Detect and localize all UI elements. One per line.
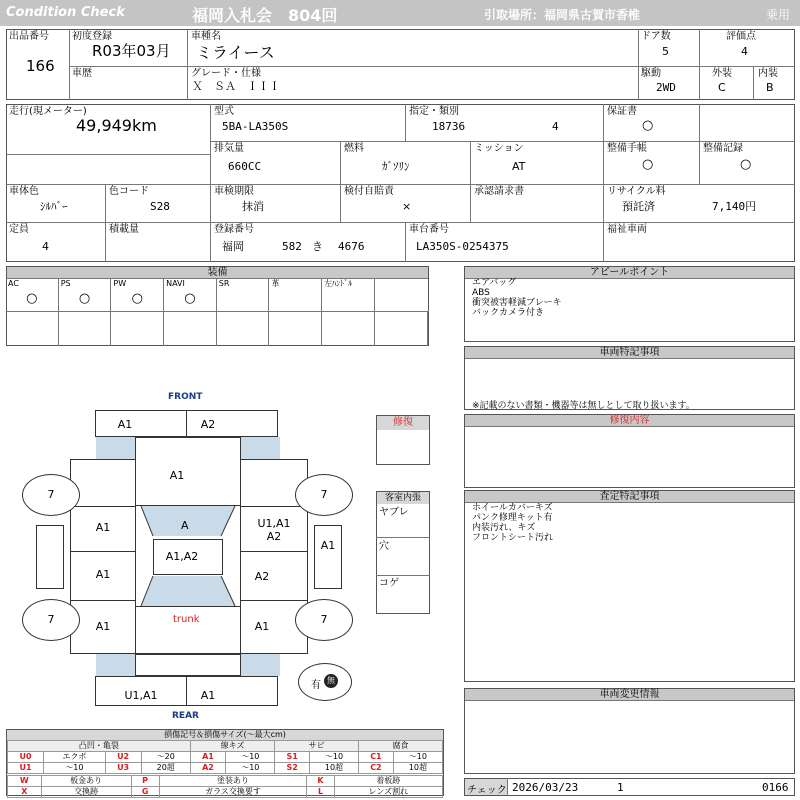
appeal-line: ABS: [472, 288, 490, 298]
right-rear-quarter[interactable]: A1: [240, 600, 308, 654]
reg-class: 582: [282, 240, 302, 253]
interior-label: 内装: [758, 68, 778, 79]
roof[interactable]: A1,A2: [153, 539, 223, 575]
recycle-label: リサイクル料: [607, 186, 666, 197]
front-label: FRONT: [168, 392, 203, 402]
inspector-line: パンク修理キット有: [472, 513, 553, 523]
color-label: 車体色: [9, 186, 39, 197]
rear-label: REAR: [172, 711, 199, 721]
equipment-blank-cell: [111, 311, 164, 346]
maint-book: ○: [642, 157, 654, 172]
type: 5BA-LA350S: [222, 120, 289, 133]
model-name-label: 車種名: [191, 31, 221, 42]
reg-area: 福岡: [222, 240, 244, 253]
appeal-line: 衝突被害軽減ブレーキ: [472, 298, 562, 308]
legend-cell: C2: [359, 763, 394, 774]
equipment-item: [270, 278, 323, 311]
appeal-title: アピールポイント: [465, 267, 794, 279]
legend-cell: エクボ: [44, 752, 105, 763]
equipment-item-label: 革: [271, 279, 280, 288]
drive-label: 駆動: [641, 68, 661, 79]
category-label: 乗用: [766, 8, 791, 22]
equipment-item-value: ○: [26, 291, 38, 306]
equipment-item-label: NAVI: [166, 279, 185, 288]
legend-cell: ～10: [393, 752, 442, 763]
inspection-label: 車検期限: [214, 186, 254, 197]
spare-status: 有: [311, 680, 321, 691]
legend-cell: ～20: [141, 752, 190, 763]
left-front-door[interactable]: A1: [70, 506, 136, 552]
legend-cell: レンズ割れ: [334, 787, 442, 798]
chassis-label: 車台番号: [409, 224, 449, 235]
exterior-label: 外装: [712, 68, 732, 79]
inspector-title: 査定特記事項: [465, 491, 794, 503]
taillight-left: [96, 654, 135, 676]
check-count: 1: [617, 781, 624, 794]
legend-cell: K: [307, 776, 334, 787]
legend-cell: S1: [275, 752, 310, 763]
left-rear-door[interactable]: A1: [70, 551, 136, 601]
equipment-item-label: 左ﾊﾝﾄﾞﾙ: [324, 279, 353, 288]
cabin-hole: 穴: [379, 541, 389, 552]
legend-cell: X: [8, 787, 42, 798]
pickup-location: 引取場所：福岡県古賀市香椎: [484, 8, 641, 22]
load-label: 積載量: [109, 224, 139, 235]
maint-book-label: 整備手帳: [607, 143, 647, 154]
color: ｼﾙﾊﾞｰ: [40, 200, 68, 213]
equipment-blank-cell: [59, 311, 112, 346]
first-reg: R03年03月: [92, 42, 171, 60]
legend-cell: P: [131, 776, 159, 787]
spare-tire[interactable]: [298, 663, 352, 701]
equipment-item: [322, 278, 375, 311]
legend-cell: ～10: [309, 752, 358, 763]
appeal-line: バックカメラ付き: [472, 308, 545, 318]
equipment-item-value: ○: [131, 291, 143, 306]
score-label: 評価点: [726, 31, 756, 42]
lot-no: 166: [26, 57, 55, 75]
legend-cell: ～10: [226, 752, 275, 763]
special-title: 車両特記事項: [465, 347, 794, 359]
model-name: ミライース: [196, 43, 275, 62]
cabin-tear: ヤブレ: [379, 507, 409, 518]
repair-detail-title: 修復内容: [465, 415, 794, 427]
left-front-fender[interactable]: [70, 459, 136, 507]
legend-cell: ～10: [44, 763, 105, 774]
equipment-blank-cell: [164, 311, 217, 346]
maint-record-label: 整備記録: [703, 143, 743, 154]
insurance-label: 検付自賠責: [344, 186, 394, 197]
special-note: ※記載のない書類・機器等は無しとして取り扱います。: [472, 401, 695, 411]
legend-cell: U3: [105, 763, 141, 774]
reg-no-label: 登録番号: [214, 224, 254, 235]
score: 4: [741, 45, 748, 58]
legend-group-scratch: 線キズ: [190, 741, 275, 752]
inspection: 抹消: [242, 200, 264, 213]
top-block: [6, 29, 795, 100]
check-number: 0166: [762, 781, 789, 794]
equipment-item: [6, 278, 59, 311]
legend-group-corrosion: 腐食: [359, 741, 443, 752]
legend-groups: [7, 740, 443, 774]
legend-cell: A1: [190, 752, 226, 763]
right-mirror[interactable]: A1: [314, 525, 342, 589]
equipment-item-value: ○: [78, 291, 91, 306]
mileage: 49,949km: [76, 116, 157, 135]
legend-cell: U2: [105, 752, 141, 763]
equipment-blank-cell: [270, 311, 323, 346]
headlight-left: [96, 437, 135, 459]
inspector-lines: [472, 503, 553, 543]
lot-no-label: 出品番号: [9, 31, 49, 42]
right-rear-door[interactable]: A2: [240, 551, 308, 601]
equipment-blank-cell: [6, 311, 59, 346]
wheel-front-right[interactable]: 7: [295, 474, 353, 516]
maint-record: ○: [740, 157, 752, 172]
equipment-title: 装備: [7, 267, 428, 279]
color-code: S28: [150, 200, 170, 213]
category-no: 4: [552, 120, 559, 133]
check-label: チェック: [467, 785, 507, 796]
equipment-blank-cell: [375, 311, 428, 346]
chassis: LA350S-0254375: [416, 240, 509, 253]
mileage-label: 走行(現メーター): [9, 106, 87, 117]
displacement: 660CC: [228, 160, 262, 173]
drive: 2WD: [656, 81, 676, 94]
reg-kana: き: [312, 240, 323, 253]
fuel: ｶﾞｿﾘﾝ: [382, 160, 410, 173]
reg-num: 4676: [338, 240, 365, 253]
legend-cell: 10超: [393, 763, 442, 774]
repair-title: 修復: [377, 416, 429, 430]
equipment-item-label: PS: [60, 279, 71, 288]
equipment-item-value: ○: [184, 291, 196, 306]
displacement-label: 排気量: [214, 143, 244, 154]
taillight-right: [241, 654, 280, 676]
exterior: C: [718, 81, 726, 94]
front-bumper-right[interactable]: A2: [186, 410, 278, 437]
legend-cell: 塗装あり: [159, 776, 307, 787]
legend-cell: 交換跡: [41, 787, 131, 798]
rear-bumper-right[interactable]: A1: [186, 676, 278, 706]
legend-cell: ～10: [226, 763, 275, 774]
legend-cell: C1: [359, 752, 394, 763]
mission-label: ミッション: [474, 143, 524, 154]
equipment-item-label: SR: [218, 279, 230, 288]
left-rear-quarter[interactable]: A1: [70, 600, 136, 654]
inspector-line: 内装汚れ、キズ: [472, 523, 536, 533]
equipment-blank-cell: [217, 311, 270, 346]
mission: AT: [512, 160, 526, 173]
legend-marks: [7, 775, 443, 798]
right-front-door[interactable]: U1,A1 A2: [240, 506, 308, 552]
legend-group-rust: サビ: [275, 741, 359, 752]
hood[interactable]: A1: [135, 437, 241, 506]
change-title: 車両変更情報: [465, 689, 794, 701]
rear-panel[interactable]: [135, 654, 241, 676]
equipment-item-label: PW: [113, 279, 127, 288]
equipment-item: [59, 278, 112, 311]
equipment-item: [111, 278, 164, 311]
equipment-blank-cell: [322, 311, 375, 346]
warranty: ○: [642, 118, 654, 133]
first-reg-label: 初度登録: [72, 31, 112, 42]
front-bumper-left[interactable]: A1: [95, 410, 187, 437]
fuel-label: 燃料: [344, 143, 364, 154]
legend-cell: 板金あり: [41, 776, 131, 787]
legend-cell: U1: [8, 763, 44, 774]
windshield-value: A: [181, 519, 189, 532]
designation-label: 指定・類別: [409, 106, 459, 117]
legend-cell: L: [307, 787, 334, 798]
legend-cell: A2: [190, 763, 226, 774]
type-label: 型式: [214, 106, 234, 117]
equipment-item: [217, 278, 270, 311]
legend-group-dent: 凸凹・亀裂: [8, 741, 191, 752]
doors-label: ドア数: [641, 31, 671, 42]
grade: Ｘ ＳＡ ＩＩＩ: [192, 80, 280, 93]
recycle-status: 預託済: [622, 200, 655, 213]
capacity-label: 定員: [9, 224, 29, 235]
legend-cell: U0: [8, 752, 44, 763]
recycle-fee: 7,140円: [712, 200, 757, 213]
equipment-item-label: AC: [8, 279, 19, 288]
legend-cell: 20超: [141, 763, 190, 774]
legend-title: 損傷記号＆損傷サイズ(～最大cm): [7, 730, 443, 740]
wheel-front-left[interactable]: 7: [22, 474, 80, 516]
spare-none-icon: 無: [324, 674, 338, 688]
appeal-lines: [472, 278, 562, 318]
cabin-title: 客室内張: [377, 492, 429, 504]
history-label: 車歴: [72, 68, 92, 79]
interior: B: [766, 81, 774, 94]
legend-cell: W: [8, 776, 42, 787]
doors: 5: [662, 45, 669, 58]
rear-bumper-left[interactable]: U1,A1: [95, 676, 187, 706]
wheel-rear-left[interactable]: 7: [22, 599, 80, 641]
headlight-right: [241, 437, 280, 459]
grade-label: グレード・仕様: [191, 68, 261, 79]
appeal-line: エアバッグ: [472, 278, 517, 288]
color-code-label: 色コード: [109, 186, 149, 197]
auction-title: 福岡入札会 804回: [192, 6, 338, 25]
inspector-line: ホイールカバーキズ: [472, 503, 553, 513]
warranty-label: 保証書: [607, 106, 637, 117]
insurance: ×: [402, 200, 412, 213]
legend-cell: 着板跡: [334, 776, 442, 787]
legend-cell: G: [131, 787, 159, 798]
designation: 18736: [432, 120, 466, 133]
wheel-rear-right[interactable]: 7: [295, 599, 353, 641]
left-mirror[interactable]: [36, 525, 64, 589]
legend-cell: ガラス交換要す: [159, 787, 307, 798]
welfare-label: 福祉車両: [607, 224, 647, 235]
check-date: 2026/03/23: [512, 781, 579, 794]
equipment-item: [164, 278, 217, 311]
legend-cell: S2: [275, 763, 310, 774]
approval-label: 承認請求書: [474, 186, 524, 197]
capacity: 4: [42, 240, 49, 253]
brand-title: Condition Check: [6, 5, 125, 20]
cabin-burn: コゲ: [379, 578, 399, 589]
inspector-line: フロントシート汚れ: [472, 533, 554, 543]
trunk-label: trunk: [173, 614, 200, 625]
legend-cell: 10超: [309, 763, 358, 774]
